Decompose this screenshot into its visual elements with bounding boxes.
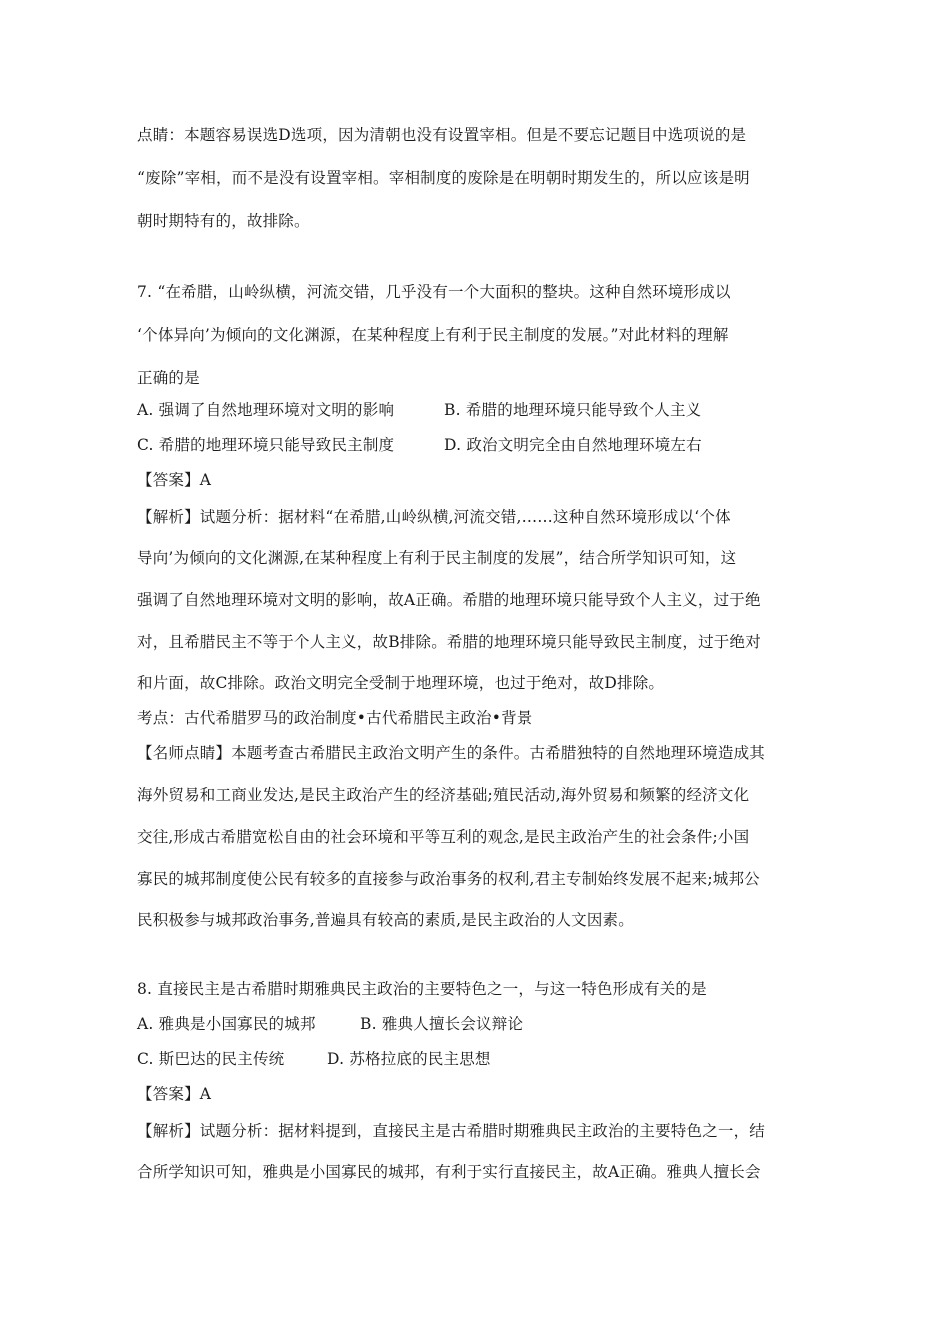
q7-answer: 【答案】A	[137, 471, 212, 489]
q7-option-a: A. 强调了自然地理环境对文明的影响	[137, 401, 395, 419]
q7-option-d: D. 政治文明完全由自然地理环境左右	[444, 436, 702, 454]
q7-tips-line-2: 海外贸易和工商业发达,是民主政治产生的经济基础;殖民活动,海外贸易和频繁的经济文化	[137, 786, 750, 804]
q7-analysis-line-4: 对，且希腊民主不等于个人主义，故B排除。希腊的地理环境只能导致民主制度，过于绝对	[137, 633, 761, 651]
q7-analysis-line-3: 强调了自然地理环境对文明的影响，故A正确。希腊的地理环境只能导致个人主义，过于绝	[137, 591, 761, 609]
q8-option-d: D. 苏格拉底的民主思想	[327, 1050, 491, 1068]
q7-stem-line-3: 正确的是	[137, 369, 200, 387]
q6-tip-line-2: “废除”宰相，而不是没有设置宰相。宰相制度的废除是在明朝时期发生的，所以应该是明	[137, 169, 750, 187]
q6-tip-line-3: 朝时期特有的，故排除。	[137, 212, 310, 230]
q7-tips-line-5: 民积极参与城邦政治事务,普遍具有较高的素质,是民主政治的人文因素。	[137, 911, 634, 929]
q8-option-a: A. 雅典是小国寡民的城邦	[137, 1015, 316, 1033]
q7-stem-line-1: 7. “在希腊，山岭纵横，河流交错，几乎没有一个大面积的整块。这种自然环境形成以	[137, 283, 731, 301]
q7-analysis-line-1: 【解析】试题分析：据材料“在希腊,山岭纵横,河流交错,……这种自然环境形成以‘个体	[137, 508, 731, 526]
q8-stem: 8. 直接民主是古希腊时期雅典民主政治的主要特色之一，与这一特色形成有关的是	[137, 980, 707, 998]
q7-analysis-line-5: 和片面，故C排除。政治文明完全受制于地理环境，也过于绝对，故D排除。	[137, 674, 665, 692]
q6-tip-line-1: 点睛：本题容易误选D选项，因为清朝也没有设置宰相。但是不要忘记题目中选项说的是	[137, 126, 747, 144]
q7-point: 考点：古代希腊罗马的政治制度•古代希腊民主政治•背景	[137, 709, 533, 727]
q8-analysis-line-1: 【解析】试题分析：据材料提到，直接民主是古希腊时期雅典民主政治的主要特色之一，结	[137, 1122, 766, 1140]
q7-analysis-line-2: 导向’为倾向的文化渊源,在某种程度上有利于民主制度的发展”，结合所学知识可知，这	[137, 549, 737, 567]
q8-option-c: C. 斯巴达的民主传统	[137, 1050, 285, 1068]
q7-tips-line-3: 交往,形成古希腊宽松自由的社会环境和平等互利的观念,是民主政治产生的社会条件;小国	[137, 828, 750, 846]
q7-stem-line-2: ‘个体异向’为倾向的文化渊源，在某种程度上有利于民主制度的发展。”对此材料的理解	[137, 326, 729, 344]
q7-tips-line-1: 【名师点睛】本题考查古希腊民主政治文明产生的条件。古希腊独特的自然地理环境造成其	[137, 744, 766, 762]
q8-option-b: B. 雅典人擅长会议辩论	[360, 1015, 524, 1033]
q7-option-b: B. 希腊的地理环境只能导致个人主义	[444, 401, 702, 419]
q8-analysis-line-2: 合所学知识可知，雅典是小国寡民的城邦，有利于实行直接民主，故A正确。雅典人擅长会	[137, 1163, 761, 1181]
q8-answer: 【答案】A	[137, 1085, 212, 1103]
q7-tips-line-4: 寡民的城邦制度使公民有较多的直接参与政治事务的权利,君主专制始终发展不起来;城邦公	[137, 870, 760, 888]
q7-option-c: C. 希腊的地理环境只能导致民主制度	[137, 436, 395, 454]
